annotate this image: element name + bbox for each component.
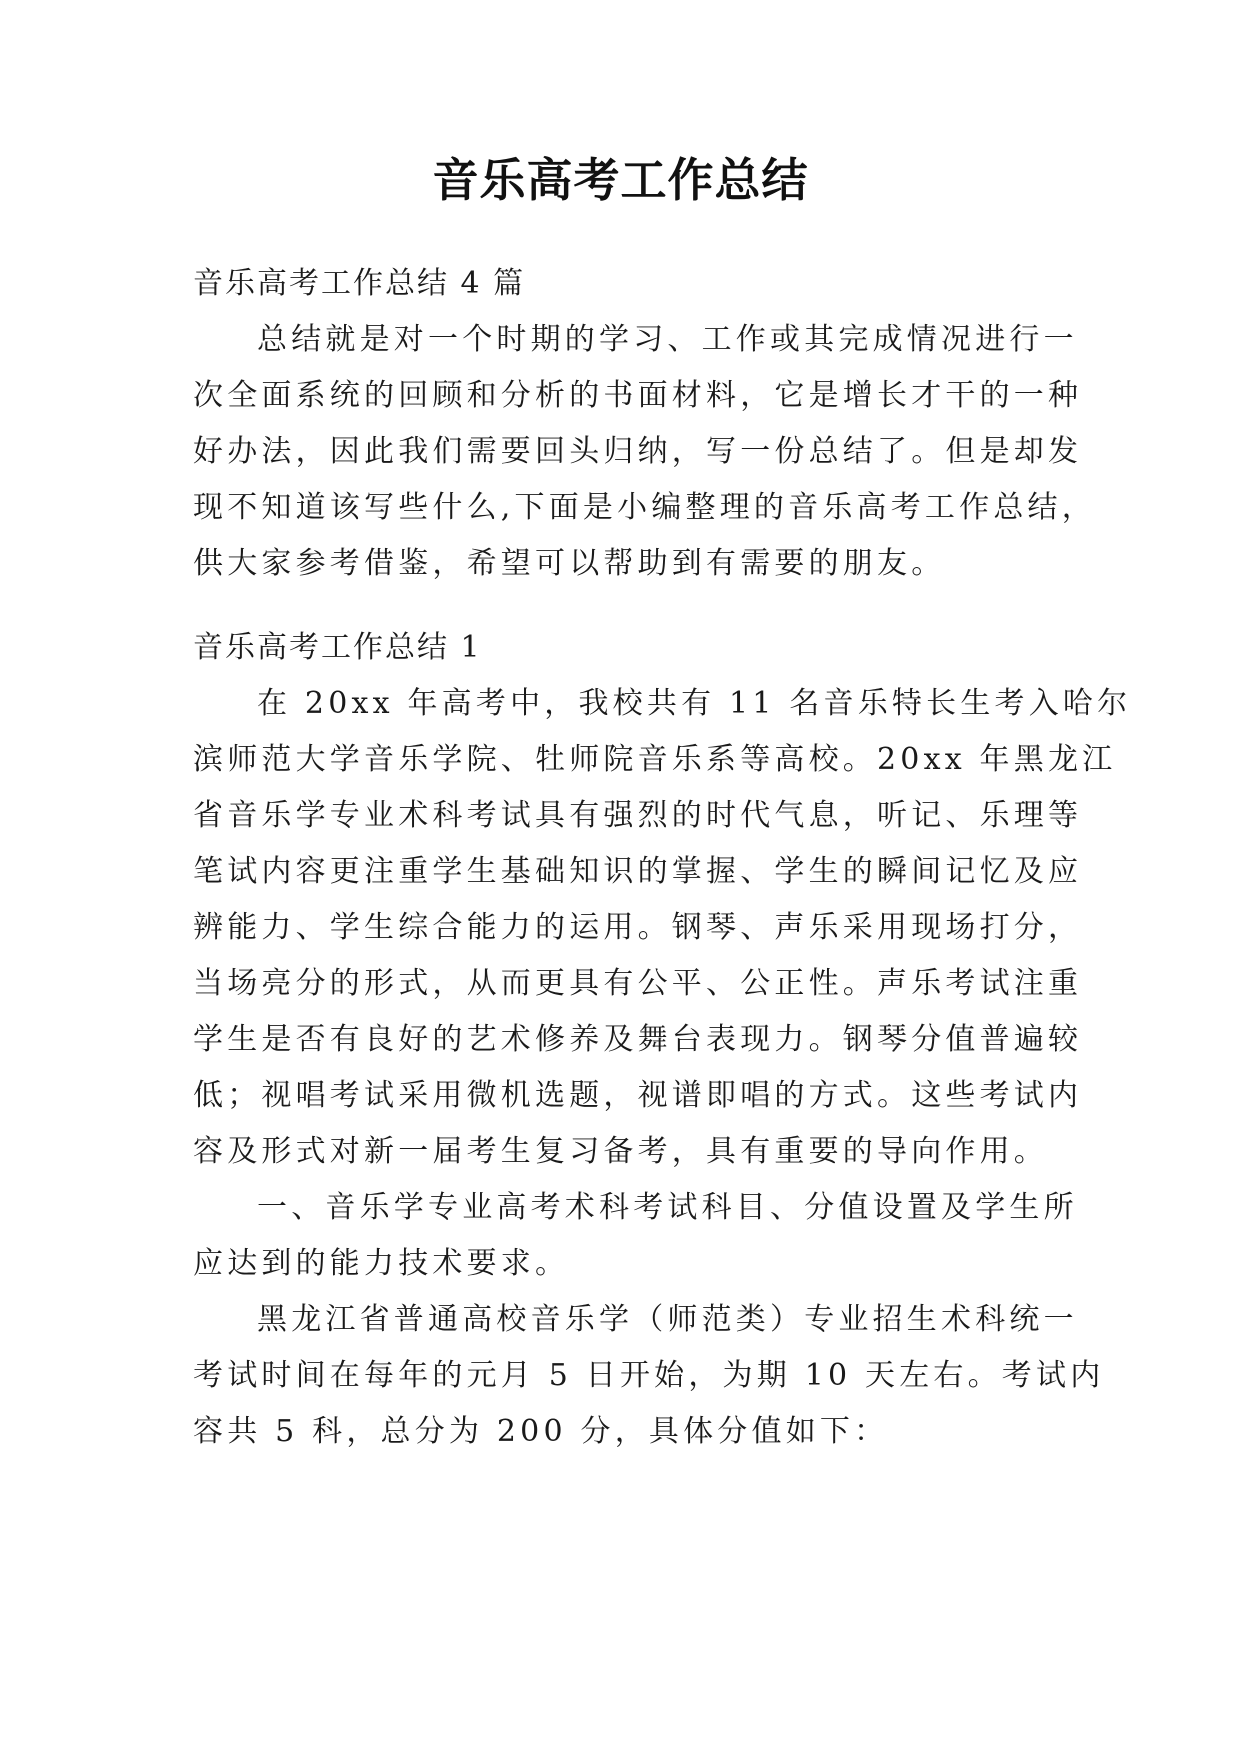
- paragraph-line: 黑龙江省普通高校音乐学（师范类）专业招生术科统一: [257, 1302, 1078, 1337]
- paragraph-line: 省音乐学专业术科考试具有强烈的时代气息，听记、乐理等: [193, 798, 1083, 833]
- paragraph-line: 容共 5 科，总分为 200 分，具体分值如下：: [193, 1414, 889, 1449]
- paragraph-line: 容及形式对新一届考生复习备考，具有重要的导向作用。: [193, 1134, 1048, 1169]
- intro-paragraph: [193, 312, 1096, 592]
- document-title: 音乐高考工作总结: [432, 153, 809, 207]
- paragraph-line: 供大家参考借鉴，希望可以帮助到有需要的朋友。: [193, 546, 946, 581]
- paragraph-line: 好办法，因此我们需要回头归纳，写一份总结了。但是却发: [193, 434, 1083, 469]
- paragraph-line: 滨师范大学音乐学院、牡师院音乐系等高校。20xx 年黑龙江: [193, 742, 1117, 777]
- section-heading-block: [193, 620, 1063, 676]
- paragraph-line: 学生是否有良好的艺术修养及舞台表现力。钢琴分值普遍较: [193, 1022, 1083, 1057]
- paragraph-line: 现不知道该写些什么,下面是小编整理的音乐高考工作总结，: [193, 490, 1096, 525]
- paragraph-line: 辨能力、学生综合能力的运用。钢琴、声乐采用现场打分，: [193, 910, 1083, 945]
- paragraph-line: 当场亮分的形式，从而更具有公平、公正性。声乐考试注重: [193, 966, 1083, 1001]
- paragraph-line: 应达到的能力技术要求。: [193, 1246, 570, 1281]
- document-subtitle-block: [193, 256, 1063, 312]
- section-body: [193, 676, 1132, 1460]
- paragraph-line: 总结就是对一个时期的学习、工作或其完成情况进行一: [257, 322, 1078, 357]
- paragraph-line: 在 20xx 年高考中，我校共有 11 名音乐特长生考入哈尔: [257, 686, 1132, 721]
- paragraph-line: 笔试内容更注重学生基础知识的掌握、学生的瞬间记忆及应: [193, 854, 1083, 889]
- paragraph-line: 低；视唱考试采用微机选题，视谱即唱的方式。这些考试内: [193, 1078, 1083, 1113]
- document-subtitle: 音乐高考工作总结 4 篇: [193, 266, 526, 301]
- paragraph-line: 考试时间在每年的元月 5 日开始，为期 10 天左右。考试内: [193, 1358, 1105, 1393]
- paragraph-line: 一、音乐学专业高考术科考试科目、分值设置及学生所: [257, 1190, 1078, 1225]
- section-heading: 音乐高考工作总结 1: [193, 630, 482, 665]
- paragraph-line: 次全面系统的回顾和分析的书面材料，它是增长才干的一种: [193, 378, 1083, 413]
